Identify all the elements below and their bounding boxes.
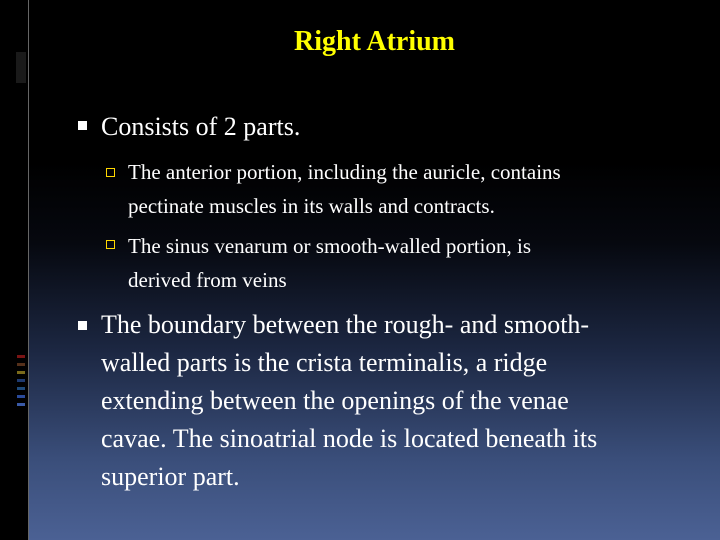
deco-tick [17, 395, 25, 398]
decorative-block [16, 52, 26, 83]
deco-tick [17, 403, 25, 406]
slide-title: Right Atrium [294, 26, 455, 57]
deco-tick [17, 387, 25, 390]
bullet-text-line: The boundary between the rough- and smooth- [101, 310, 590, 339]
deco-tick [17, 363, 25, 366]
square-bullet-icon [78, 121, 87, 130]
hollow-square-bullet-icon [106, 168, 115, 177]
bullet-text: Consists of 2 parts. [101, 112, 301, 141]
square-bullet-icon [78, 321, 87, 330]
decorative-ticks [17, 355, 25, 411]
bullet-text-line: superior part. [101, 462, 240, 491]
sub-bullet-line: pectinate muscles in its walls and contracts. [128, 194, 495, 218]
bullet-text-line: cavae. The sinoatrial node is located beneath its [101, 424, 598, 453]
bullet-text-line: walled parts is the crista terminalis, a ridge [101, 348, 548, 377]
hollow-square-bullet-icon [106, 240, 115, 249]
deco-tick [17, 379, 25, 382]
deco-tick [17, 355, 25, 358]
sub-bullet-line: The sinus venarum or smooth-walled portion, is [128, 234, 532, 258]
sub-bullet-line: The anterior portion, including the auricle, contains [128, 160, 561, 184]
sub-bullet-line: derived from veins [128, 268, 287, 292]
bullet-text-line: extending between the openings of the venae [101, 386, 569, 415]
deco-tick [17, 371, 25, 374]
